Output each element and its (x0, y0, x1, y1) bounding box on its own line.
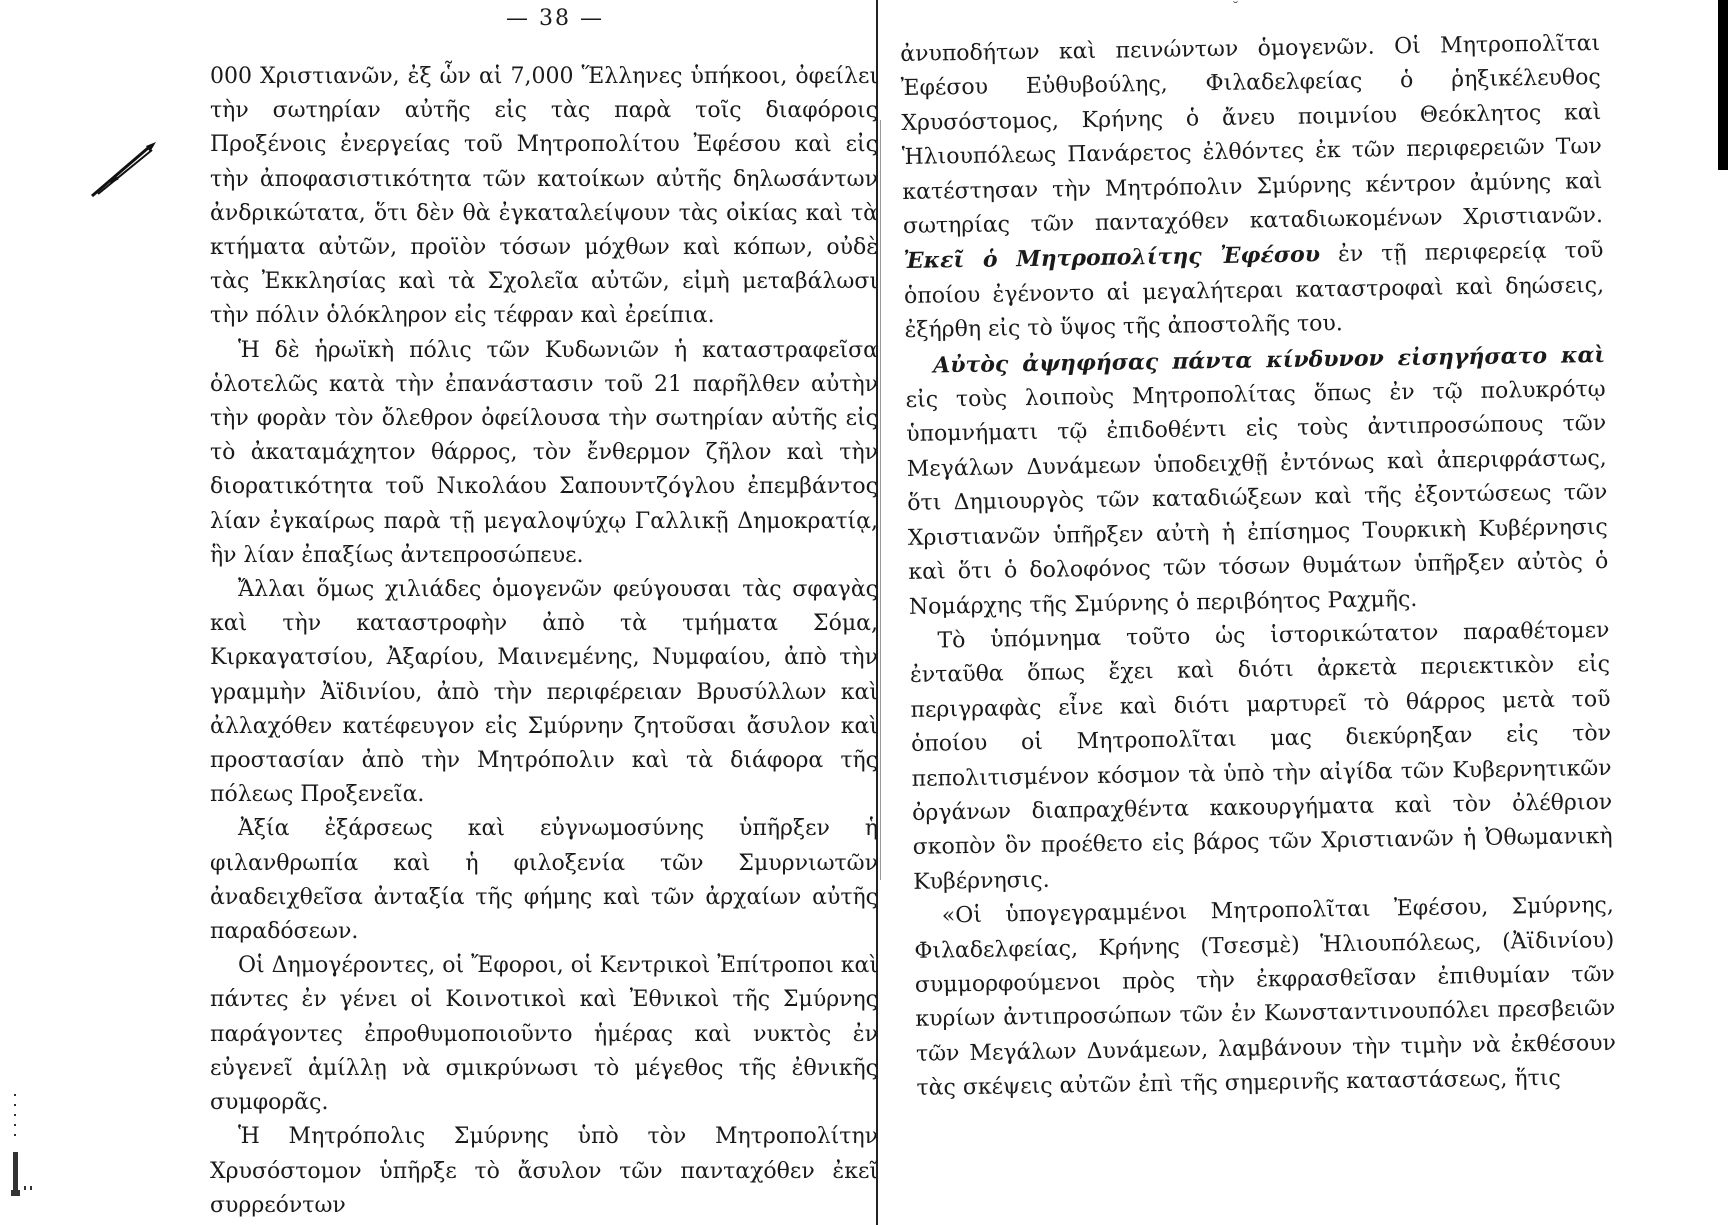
margin-dots-icon (8, 1090, 48, 1210)
paragraph: Ἡ δὲ ἡρωϊκὴ πόλις τῶν Κυδωνιῶν ἡ καταστραφεῖσα ὁλοτελῶς κατὰ τὴν ἐπανάστασιν τοῦ 21 παρῆλθεν αὐτὴν τὴν φορὰν τὸν ὄλεθρον ὀφείλουσα τὴν σωτηρίαν αὐτῆς εἰς τὸ ἀκαταμάχητον θάρρος, τὸν ἔνθερμον ζῆλον καὶ τὴν διορατικότητα τοῦ Νικολάου Σαπουντζόγλου ἐπεμβάντος λίαν ἐγκαίρως παρὰ τῇ μεγαλοψύχῳ Γαλλικῇ Δημοκρατίᾳ, ἣν λίαν ἐπαξίως ἀντεπροσώπευε. (210, 337, 878, 568)
page-number: — 38 — (506, 6, 604, 31)
top-mark: ˘ (1232, 0, 1239, 16)
paragraph: Ἀξία ἐξάρσεως καὶ εὐγνωμοσύνης ὑπῆρξεν ἡ φιλανθρωπία καὶ ἡ φιλοξενία τῶν Σμυρνιωτῶν ἀναδειχθεῖσα ἀνταξία τῆς φήμης καὶ τῶν ἀρχαίων αὐτῆς παραδόσεων. (210, 816, 878, 945)
paragraph: Ἄλλαι ὅμως χιλιάδες ὁμογενῶν φεύγουσαι τὰς σφαγὰς καὶ τὴν καταστροφὴν ἀπὸ τὰ τμήματα Σόμα, Κιρκαγατσίου, Ἀξαρίου, Μαινεμένης, Νυμφαίου, ἀπὸ τὴν γραμμὴν Ἀϊδινίου, ἀπὸ τὴν περιφέρειαν Βρυσύλλων καὶ ἀλλαχόθεν κατέφευγον εἰς Σμύρνην ζητοῦσαι ἄσυλον καὶ προστασίαν ἀπὸ τὴν Μητρόπολιν καὶ τὰ διάφορα τῆς πόλεως Προξενεῖα. (210, 577, 878, 808)
emphasis-text: Ἐκεῖ ὁ Μητροπολίτης Ἐφέσου (903, 241, 1321, 275)
gutter-divider-faint (880, 120, 881, 880)
paragraph: Οἱ Δημογέροντες, οἱ Ἔφοροι, οἱ Κεντρικοὶ Ἐπίτροποι καὶ πάντες ἐν γένει οἱ Κοινοτικοὶ καὶ Ἐθνικοὶ τῆς Σμύρνης παράγοντες ἐπροθυμοποιοῦντο ἡμέρας καὶ νυκτὸς ἐν εὐγενεῖ ἁμίλλῃ νὰ σμικρύνωσι τὸ μέγεθος τῆς ἐθνικῆς συμφορᾶς. (210, 953, 878, 1116)
emphasis-text: Αὐτὸς ἀψηφήσας πάντα κίνδυνον εἰσηγήσατο καὶ (932, 341, 1606, 379)
paragraph (900, 27, 1605, 349)
paragraph: Τὸ ὑπόμνημα τοῦτο ὡς ἱστορικώτατον παραθέτομεν ἐνταῦθα ὅπως ἔχει καὶ διότι ἀρκετὰ περιεκτικὸν εἰς περιγραφὰς εἶνε καὶ διότι μαρτυρεῖ τὸ θάρρος μετὰ τοῦ ὁποίου οἱ Μητροπολῖται μας διεκύρηξαν εἰς τὸν πεπολιτισμένον κόσμον τὰ ὑπὸ τὴν αἰγίδα τῶν Κυβερνητικῶν ὀργάνων διαπραχθέντα κακουργήματα καὶ τὸν ὀλέθριον σκοπὸν ὃν προέθετο εἰς βάρος τῶν Χριστιανῶν ἡ Ὀθωμανικὴ Κυβέρνησις. (909, 617, 1613, 895)
right-column (900, 27, 1617, 1106)
paragraph (905, 338, 1609, 625)
paragraph-text: ἀνυποδήτων καὶ πεινώντων ὁμογενῶν. Οἱ Μητροπολῖται Ἐφέσου Εὐθυβούλης, Φιλαδελφείας ὁ ῥηξικέλευθος Χρυσόστομος, Κρήνης ὁ ἄνευ ποιμνίου Θεόκλητος καὶ Ἡλιουπόλεως Πανάρετος ἐλθόντες ἐκ τῶν περιφερειῶν Των κατέστησαν τὴν Μητρόπολιν Σμύρνης κέντρον ἀμύνης καὶ σωτηρίας τῶν πανταχόθεν καταδιωκομένων Χριστιανῶν. (900, 31, 1604, 240)
paragraph: «Οἱ ὑπογεγραμμένοι Μητροπολῖται Ἐφέσου, Σμύρνης, Φιλαδελφείας, Κρήνης (Τσεσμὲ) Ἡλιουπόλεως, (Ἀϊδινίου) συμμορφούμενοι πρὸς τὴν ἐκφρασθεῖσαν ἐπιθυμίαν τῶν κυρίων ἀντιπροσώπων τῶν ἐν Κωνσταντινουπόλει πρεσβειῶν τῶν Μεγάλων Δυνάμεων, λαμβάνουν τὴν τιμὴν νὰ ἐκθέσουν τὰς σκέψεις αὐτῶν ἐπὶ τῆς σημερινῆς καταστάσεως, ἥτις (914, 893, 1617, 1102)
paragraph-text: ἐν τῇ περιφερείᾳ τοῦ ὁποίου ἐγένοντο αἱ μεγαλήτεραι καταστροφαὶ καὶ δηώσεις, ἐξήρθη εἰς τὸ ὕψος τῆς ἀποστολῆς του. (903, 238, 1605, 344)
pen-mark-icon (88, 140, 158, 200)
paragraph: Ἡ Μητρόπολις Σμύρνης ὑπὸ τὸν Μητροπολίτην Χρυσόστομον ὑπῆρξε τὸ ἄσυλον τῶν πανταχόθεν ἐκεῖ συρρεόντων (210, 1124, 878, 1218)
paragraph: 000 Χριστιανῶν, ἐξ ὧν αἱ 7,000 Ἕλληνες ὑπήκοοι, ὀφείλει τὴν σωτηρίαν αὐτῆς εἰς τὰς παρὰ τοῖς διαφόροις Προξένοις ἐνεργείας τοῦ Μητροπολίτου Ἐφέσου καὶ εἰς τὴν ἀποφασιστικότητα τῶν κατοίκων αὐτῆς δηλωσάντων ἀνδρικώτατα, ὅτι δὲν θὰ ἐγκαταλείψουν τὰς οἰκίας καὶ τὰ κτήματα αὐτῶν, προϊὸν τόσων μόχθων καὶ κόπων, οὐδὲ τὰς Ἐκκλησίας καὶ τὰ Σχολεῖα αὐτῶν, εἰμὴ μεταβάλωσι τὴν πόλιν ὁλόκληρον εἰς τέφραν καὶ ἐρείπια. (210, 64, 878, 329)
scan-edge-bar (1718, 0, 1728, 170)
paragraph-text: εἰς τοὺς λοιποὺς Μητροπολίτας ὅπως ἐν τῷ πολυκρότῳ ὑπομνήματι τῷ ἐπιδοθέντι εἰς τοὺς ἀντιπροσώπους τῶν Μεγάλων Δυνάμεων ὑποδειχθῇ ἐντόνως καὶ ἀπεριφράστως, ὅτι Δημιουργὸς τῶν καταδιώξεων καὶ τῆς ἐξοντώσεως τῶν Χριστιανῶν ὑπῆρξεν αὐτὴ ἡ ἐπίσημος Τουρκικὴ Κυβέρνησις καὶ ὅτι ὁ δολοφόνος τῶν τόσων θυμάτων ὑπῆρξεν αὐτὸς ὁ Νομάρχης τῆς Σμύρνης ὁ περιβόητος Ραχμῆς. (905, 377, 1609, 620)
left-column (210, 60, 878, 1223)
